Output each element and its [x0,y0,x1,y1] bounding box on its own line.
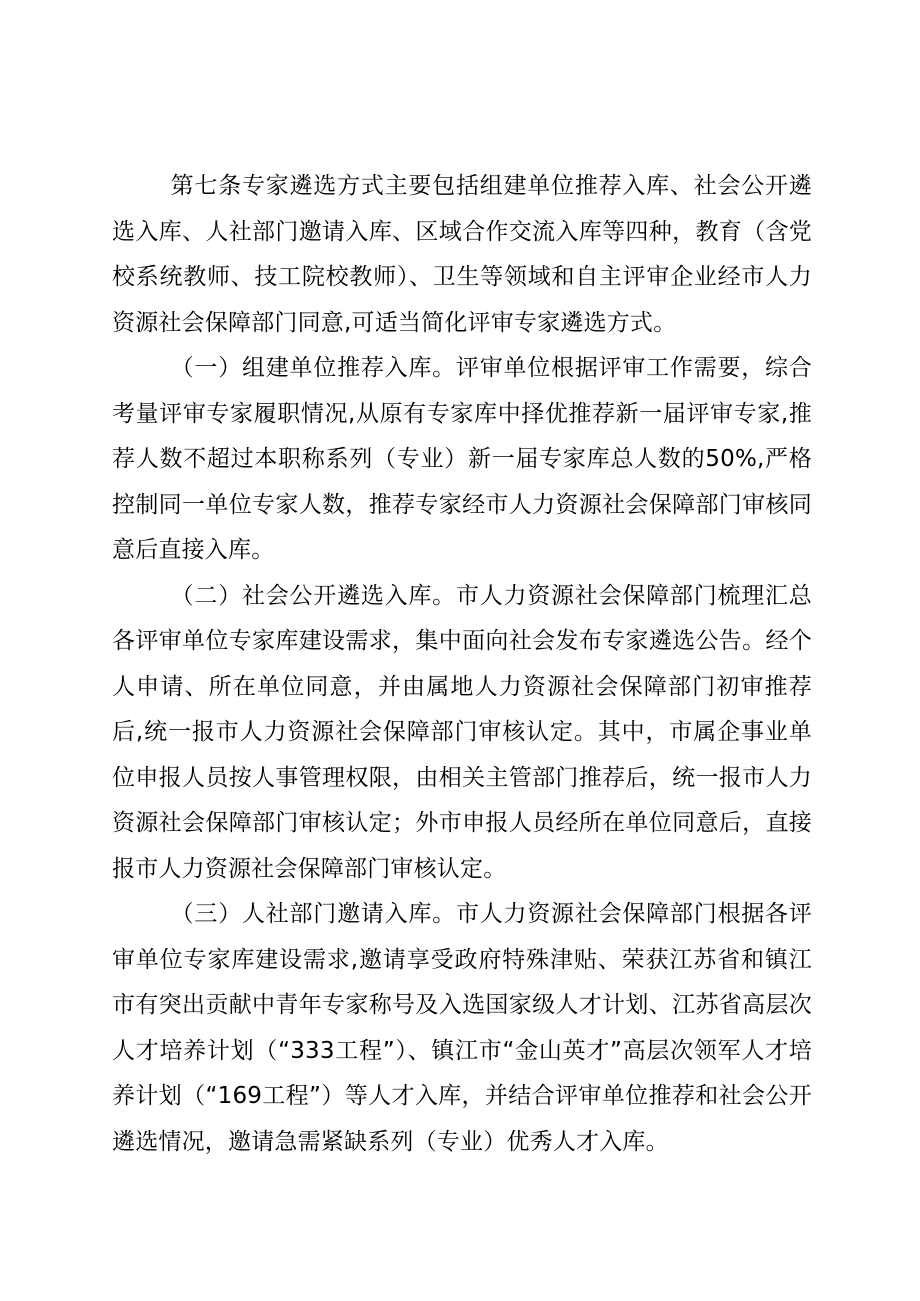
paragraph-item-2: （二）社会公开遴选入库。市人力资源社会保障部门梳理汇总各评审单位专家库建设需求，集中面向社会发布专家遴选公告。经个人申请、所在单位同意，并由属地人力资源社会保障部门初审推荐后,统一报市人力资源社会保障部门审核认定。其中，市属企事业单位申报人员按人事管理权限，由相关主管部门推荐后，统一报市人力资源社会保障部门审核认定；外市申报人员经所在单位同意后，直接报市人力资源社会保障部门审核认定。 [112,582,812,882]
paragraph-article-7: 第七条专家遴选方式主要包括组建单位推荐入库、社会公开遴选入库、人社部门邀请入库、区域合作交流入库等四种，教育（含党校系统教师、技工院校教师）、卫生等领域和自主评审企业经市人力资源社会保障部门同意,可适当简化评审专家遴选方式。 [112,173,812,336]
document-body [112,164,812,1165]
paragraph-item-1: （一）组建单位推荐入库。评审单位根据评审工作需要，综合考量评审专家履职情况,从原有专家库中择优推荐新一届评审专家,推荐人数不超过本职称系列（专业）新一届专家库总人数的50%,严格控制同一单位专家人数，推荐专家经市人力资源社会保障部门审核同意后直接入库。 [112,355,812,563]
paragraph-item-3: （三）人社部门邀请入库。市人力资源社会保障部门根据各评审单位专家库建设需求,邀请享受政府特殊津贴、荣获江苏省和镇江市有突出贡献中青年专家称号及入选国家级人才计划、江苏省高层次人才培养计划（“333工程”）、镇江市“金山英才”高层次领军人才培养计划（“169工程”）等人才入库，并结合评审单位推荐和社会公开遴选情况，邀请急需紧缺系列（专业）优秀人才入库。 [112,901,812,1155]
